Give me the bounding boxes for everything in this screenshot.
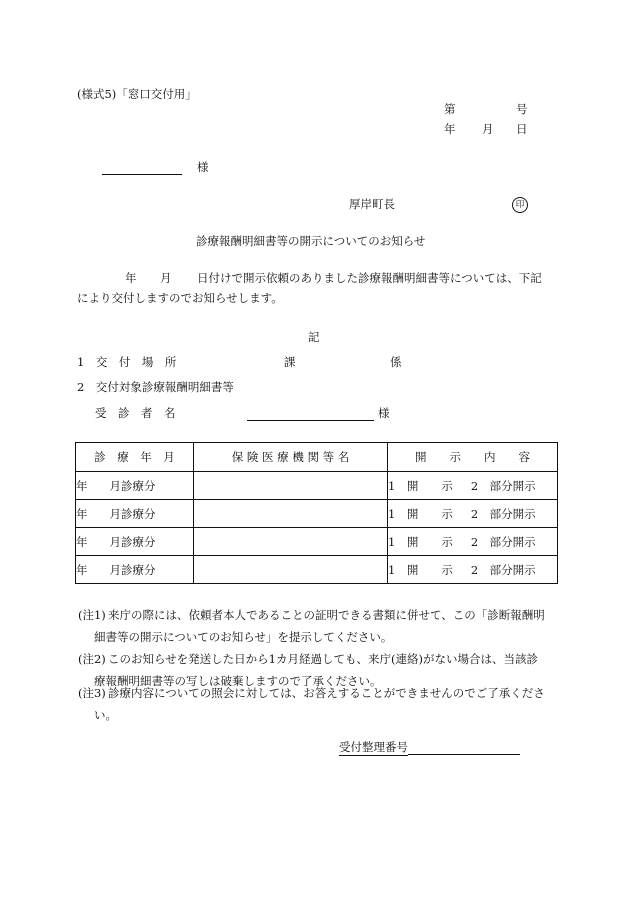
note-3-line2: い。 xyxy=(94,708,117,722)
disclosure-cell[interactable] xyxy=(388,528,558,556)
number-prefix: 第 xyxy=(444,102,456,116)
receipt-number xyxy=(339,742,520,756)
table-row xyxy=(76,500,558,528)
treatment-month-cell[interactable]: 年 月診療分 xyxy=(76,528,194,556)
note-2-label: (注2) xyxy=(78,652,106,666)
option-full[interactable]: 1 開 示 xyxy=(388,534,453,549)
date-month: 月 xyxy=(482,122,494,136)
date-day: 日 xyxy=(516,122,528,136)
issuer-name: 厚岸町長 xyxy=(349,197,395,211)
body-year: 年 xyxy=(125,271,137,285)
note-1-line1: 来庁の際には、依頼者本人であることの証明できる書類に併せて、この「診断報酬明 xyxy=(108,608,545,622)
treatment-month-cell[interactable]: 年 月診療分 xyxy=(76,472,194,500)
treatment-month-cell[interactable]: 年 月診療分 xyxy=(76,500,194,528)
disclosure-cell[interactable] xyxy=(388,500,558,528)
item1-label: 1 交 付 場 所 xyxy=(77,355,177,369)
number-suffix: 号 xyxy=(516,102,528,116)
item2-label: 2 交付対象診療報酬明細書等 xyxy=(77,380,234,394)
addressee-blank[interactable] xyxy=(102,162,182,175)
note-1-line2: 細書等の開示についてのお知らせ」を提示してください。 xyxy=(94,630,393,644)
seal-text: 印 xyxy=(512,197,528,213)
disclosure-cell[interactable] xyxy=(388,556,558,584)
receipt-label: 受付整理番号 xyxy=(339,740,408,754)
receipt-blank[interactable] xyxy=(408,742,520,755)
addressee-field[interactable] xyxy=(102,162,182,178)
note-1-label: (注1) xyxy=(78,608,106,622)
document-title: 診療報酬明細書等の開示についてのお知らせ xyxy=(196,234,426,248)
form-label: (様式5)「窓口交付用」 xyxy=(77,87,197,101)
body-line2: により交付しますのでお知らせします。 xyxy=(77,291,283,305)
table-header-row xyxy=(76,443,558,472)
option-full[interactable]: 1 開 示 xyxy=(388,478,453,493)
item1-ka: 課 xyxy=(284,355,296,369)
note-3 xyxy=(78,682,558,726)
header-disclosure: 開 示 内 容 xyxy=(388,443,558,472)
table-row xyxy=(76,556,558,584)
item1-kakari: 係 xyxy=(390,355,402,369)
institution-cell[interactable] xyxy=(194,500,388,528)
institution-cell[interactable] xyxy=(194,528,388,556)
table-row xyxy=(76,472,558,500)
patient-label: 受 診 者 名 xyxy=(95,406,176,420)
note-1 xyxy=(78,604,558,648)
patient-field[interactable] xyxy=(247,408,374,424)
option-partial[interactable]: 2 部分開示 xyxy=(470,478,536,493)
header-treatment-month: 診 療 年 月 xyxy=(76,443,194,472)
option-full[interactable]: 1 開 示 xyxy=(388,506,453,521)
option-full[interactable]: 1 開 示 xyxy=(388,562,453,577)
note-3-line1: 診療内容についての照会に対しては、お答えすることができませんのでご了承くださ xyxy=(108,686,545,700)
patient-suffix: 様 xyxy=(378,406,390,420)
table-row xyxy=(76,528,558,556)
date-year: 年 xyxy=(444,122,456,136)
option-partial[interactable]: 2 部分開示 xyxy=(470,506,536,521)
addressee-suffix: 様 xyxy=(197,160,209,174)
seal-mark xyxy=(512,197,528,213)
note-2-line1: このお知らせを発送した日から1カ月経過しても、来庁(連絡)がない場合は、当該診 xyxy=(108,652,538,666)
ki-heading: 記 xyxy=(308,330,320,344)
option-partial[interactable]: 2 部分開示 xyxy=(470,562,536,577)
note-3-label: (注3) xyxy=(78,686,106,700)
institution-cell[interactable] xyxy=(194,472,388,500)
body-month: 月 xyxy=(160,271,172,285)
treatment-month-cell[interactable]: 年 月診療分 xyxy=(76,556,194,584)
disclosure-cell[interactable] xyxy=(388,472,558,500)
option-partial[interactable]: 2 部分開示 xyxy=(470,534,536,549)
header-institution: 保 険 医 療 機 関 等 名 xyxy=(194,443,388,472)
body-line1: 日付けで開示依頼のありました診療報酬明細書等については、下記 xyxy=(197,271,542,285)
institution-cell[interactable] xyxy=(194,556,388,584)
patient-blank[interactable] xyxy=(247,408,374,421)
disclosure-table xyxy=(75,442,558,584)
note-2-line2: 療報酬明細書等の写しは破棄しますので了承ください。 xyxy=(94,674,382,688)
